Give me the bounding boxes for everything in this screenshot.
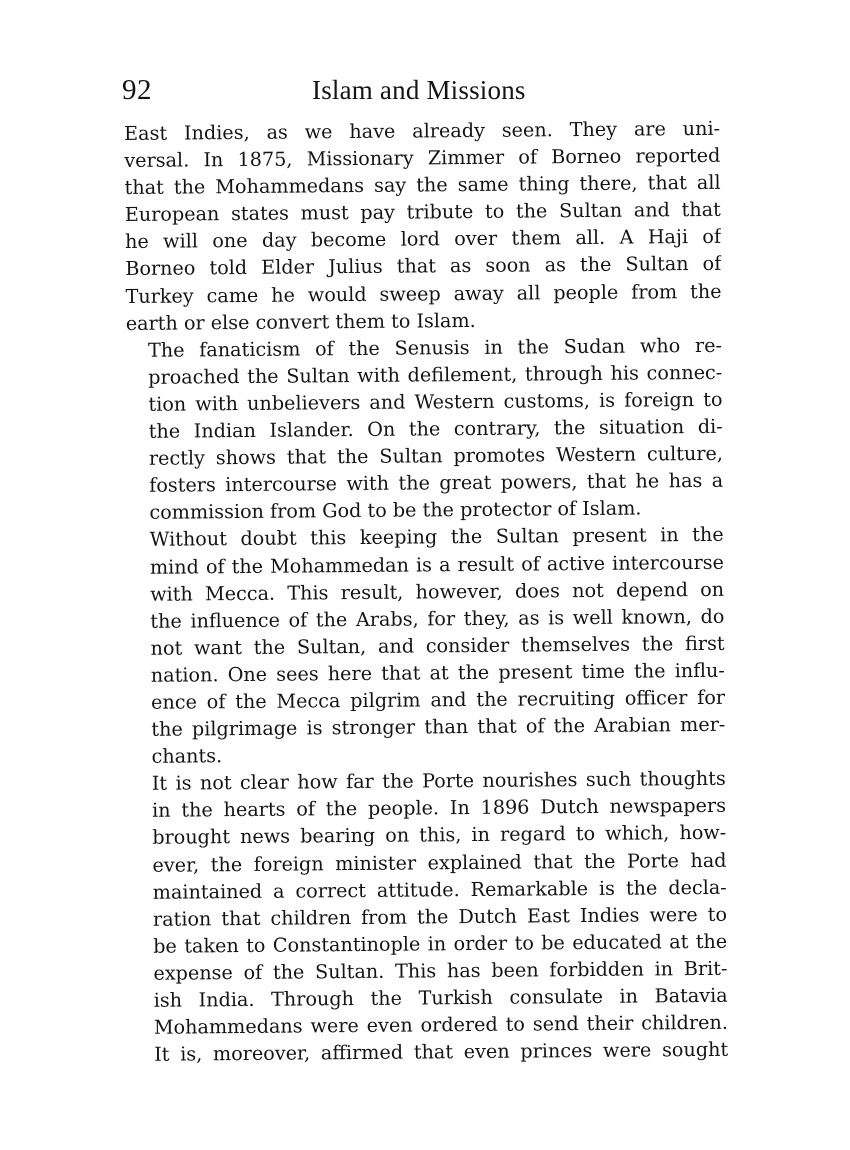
text-line: fosters intercourse with the great powers, that he has a	[149, 469, 724, 498]
text-line: proached the Sultan with defilement, through his connec-	[148, 360, 723, 389]
text-line: rectly shows that the Sultan promotes Western culture,	[148, 441, 724, 470]
running-title: Islam and Missions	[312, 75, 526, 105]
page-number: 92	[122, 74, 152, 106]
text-line: ever, the foreign minister explained that the Porte had	[152, 848, 727, 877]
text-line: chants.	[151, 744, 223, 768]
body-text	[124, 115, 728, 1068]
text-line: the pilgrimage is stronger than that of the Arabian mer-	[151, 712, 726, 741]
text-line: It is not clear how far the Porte nourishes such thoughts	[151, 767, 726, 796]
text-line: that the Mohammedans say the same thing there, that all	[124, 170, 721, 200]
text-line: tion with unbelievers and Western customs, is foreign to	[148, 387, 723, 416]
text-line: the influence of the Arabs, for they, as is well known, do	[150, 604, 725, 633]
text-line: earth or else convert them to Islam.	[125, 308, 476, 335]
page-header	[122, 70, 722, 110]
text-line: not want the Sultan, and consider themselves the first	[150, 631, 725, 660]
text-line: mind of the Mohammedan is a result of active intercourse	[149, 550, 724, 579]
text-line: expense of the Sultan. This has been forbidden in Brit-	[153, 956, 728, 985]
text-line: Borneo told Elder Julius that as soon as the Sultan of	[125, 252, 722, 281]
text-line: in the hearts of the people. In 1896 Dutch newspapers	[151, 794, 727, 823]
text-line: It is, moreover, affirmed that even princes were sought	[154, 1037, 729, 1066]
paragraph	[124, 115, 722, 337]
text-line: with Mecca. This result, however, does not depend on	[150, 577, 725, 606]
text-line: maintained a correct attitude. Remarkable is the decla-	[152, 875, 727, 904]
text-line: Without doubt this keeping the Sultan present in the	[149, 523, 724, 552]
text-line: East Indies, as we have already seen. They are uni-	[124, 116, 721, 145]
paragraph	[126, 332, 724, 527]
text-line: be taken to Constantinople in order to be educated at the	[153, 929, 728, 958]
paragraph	[128, 521, 726, 770]
text-line: European states must pay tribute to the Sultan and that	[124, 198, 721, 227]
text-line: versal. In 1875, Missionary Zimmer of Borneo reported	[124, 143, 721, 173]
text-line: ration that children from the Dutch East Indies were to	[152, 902, 728, 931]
text-line: The fanaticism of the Senusis in the Sudan who re-	[147, 333, 723, 362]
text-line: ish India. Through the Turkish consulate in Batavia	[153, 983, 728, 1012]
text-line: Turkey came he would sweep away all people from the	[125, 279, 722, 308]
text-line: commission from God to be the protector of Islam.	[149, 496, 642, 525]
text-line: brought news bearing on this, in regard to which, how-	[152, 821, 727, 850]
text-line: he will one day become lord over them all. A Haji of	[124, 225, 722, 254]
text-line: the Indian Islander. On the contrary, the situation di-	[148, 414, 723, 443]
paragraph	[130, 765, 729, 1068]
text-line: ence of the Mecca pilgrim and the recruiting officer for	[150, 685, 726, 714]
text-line: Mohammedans were even ordered to send their children.	[153, 1010, 728, 1039]
text-line: nation. One sees here that at the present time the influ-	[150, 658, 725, 687]
